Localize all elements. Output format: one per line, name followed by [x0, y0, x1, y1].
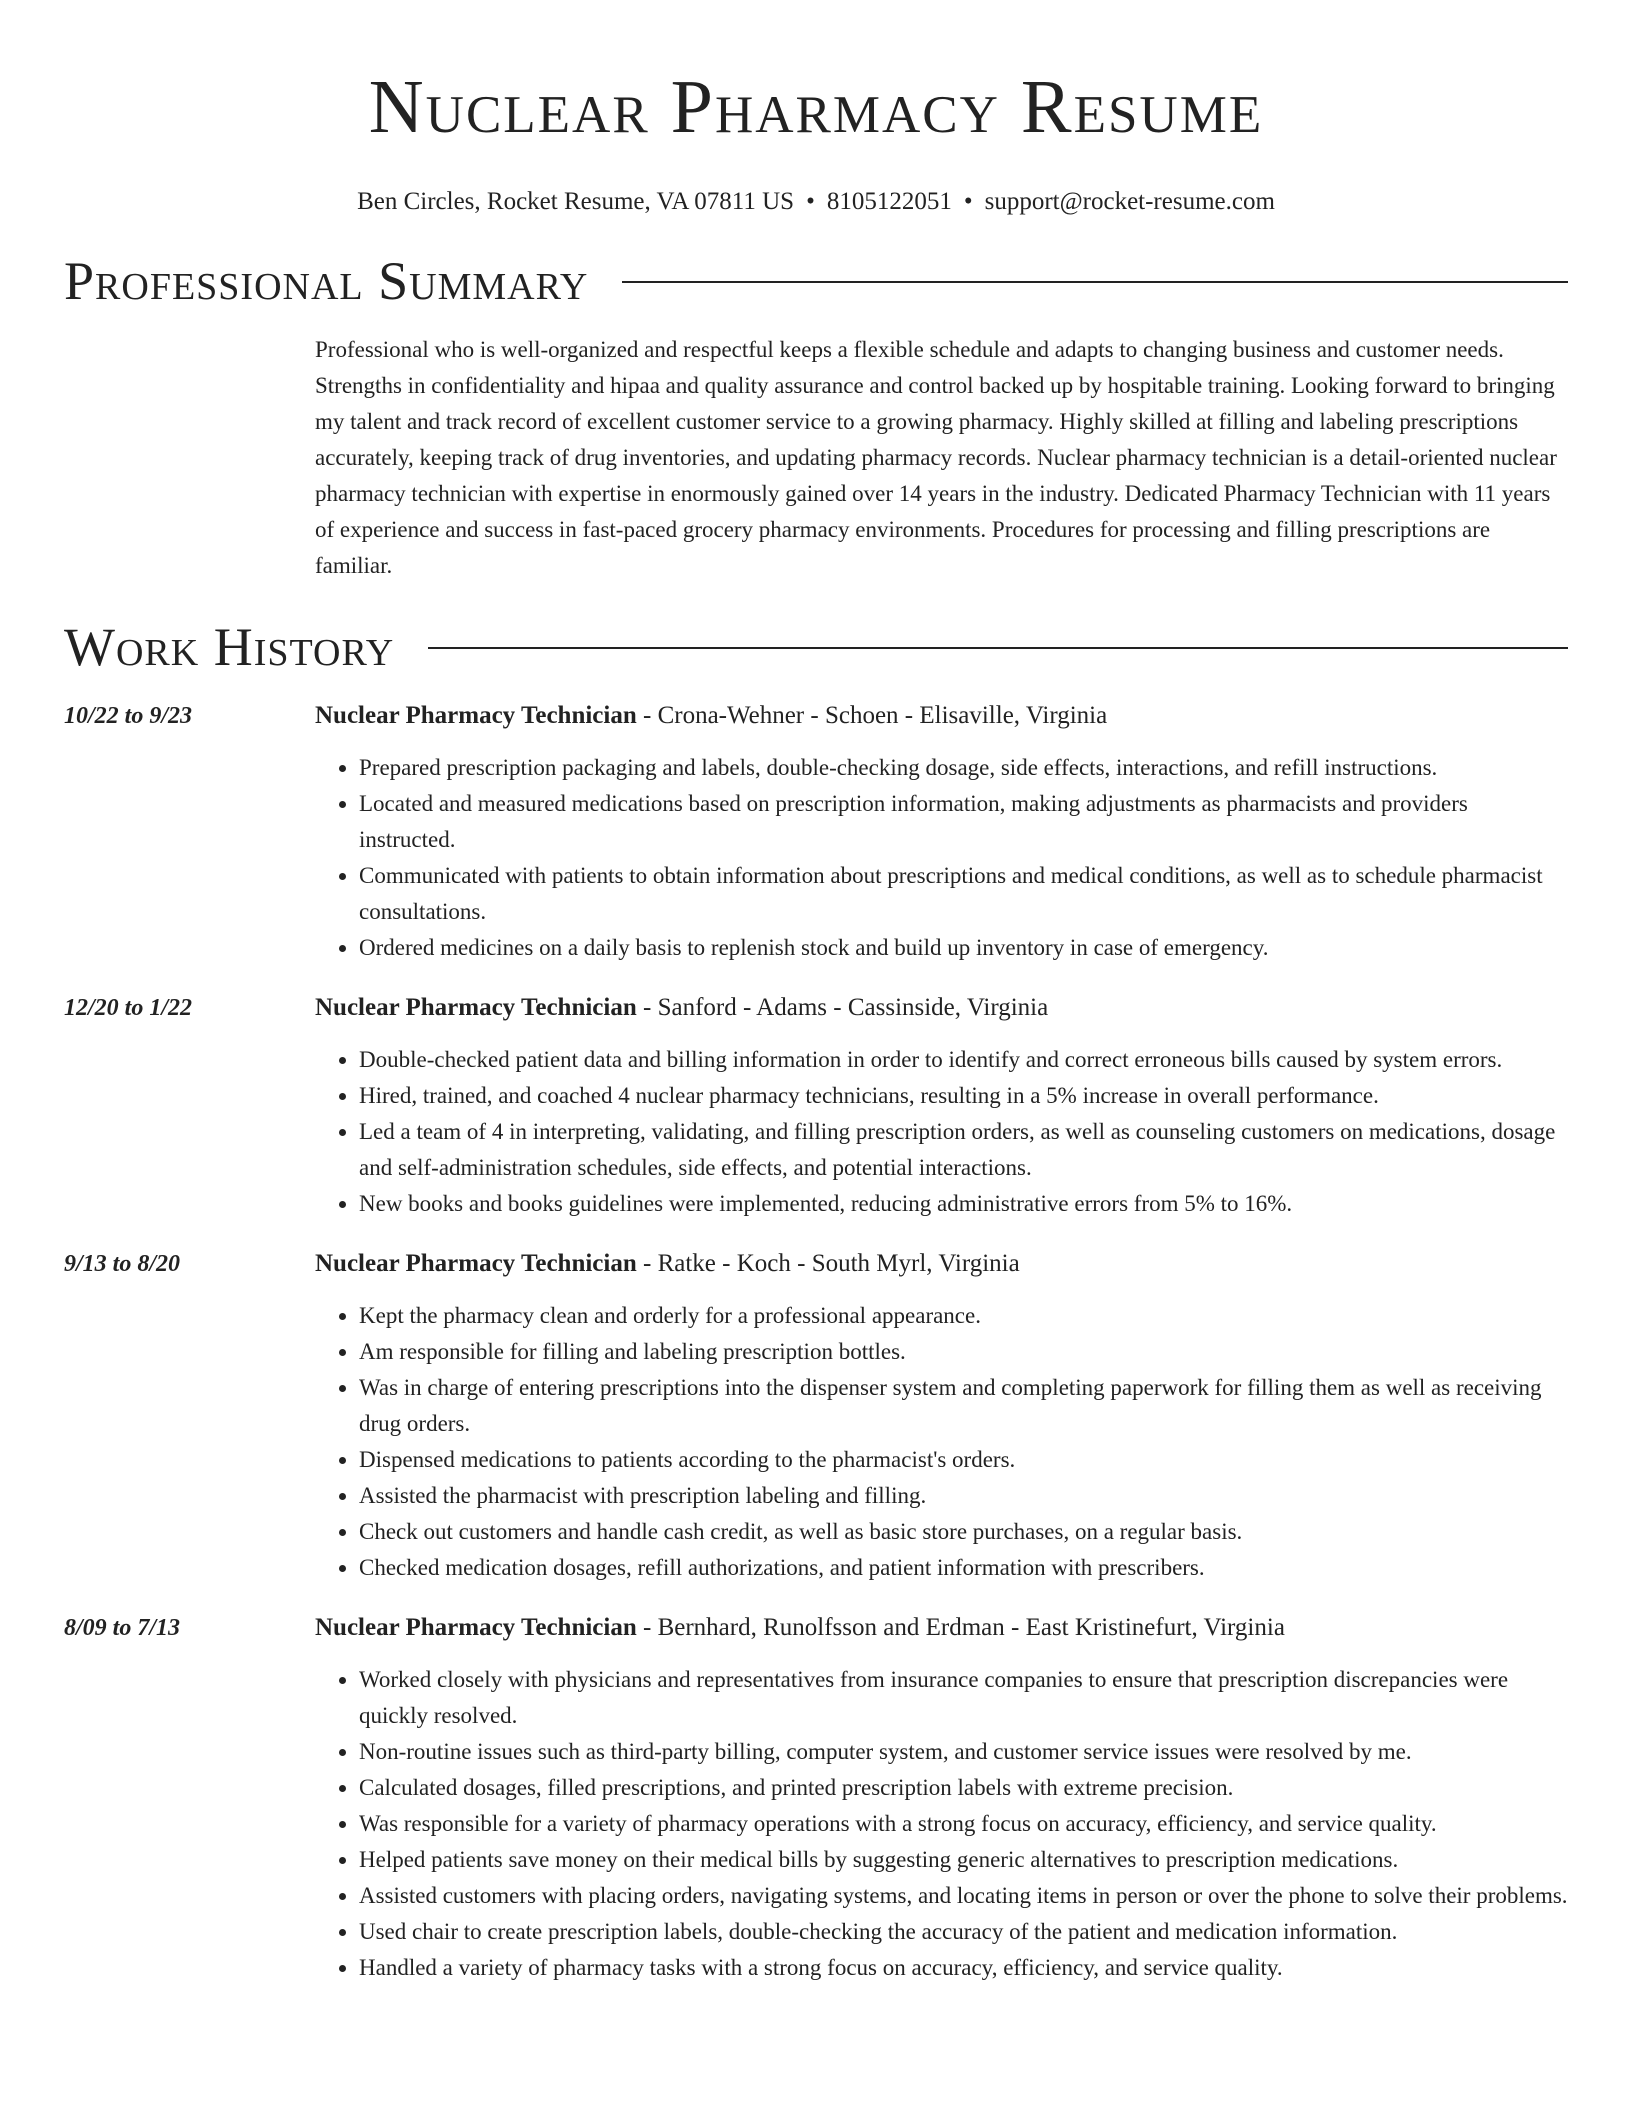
job-body	[315, 1610, 1568, 1986]
job-employer-location: - Crona-Wehner - Schoen - Elisaville, Virginia	[636, 702, 1108, 729]
job-header	[315, 1246, 1568, 1282]
job-bullets	[315, 750, 1568, 966]
summary-text: Professional who is well-organized and respectful keeps a flexible schedule and adapts to changing business and customer needs. Strengths in confidentiality and hipaa and quality assurance and control backed up by hospitable training. Looking forward to bringing my talent and track record of excellent customer service to a growing pharmacy. Highly skilled at filling and labeling prescriptions accurately, keeping track of drug inventories, and updating pharmacy records. Nuclear pharmacy technician is a detail-oriented nuclear pharmacy technician with expertise in enormously gained over 14 years in the industry. Dedicated Pharmacy Technician with 11 years of experience and success in fast-paced grocery pharmacy environments. Procedures for processing and filling prescriptions are familiar.	[315, 337, 1557, 578]
job-body	[315, 1246, 1568, 1586]
job-bullet: • Prepared prescription packaging and labels, double-checking dosage, side effects, interactions, and refill instructions.	[359, 750, 1568, 786]
job-role: Nuclear Pharmacy Technician	[315, 1250, 637, 1277]
job-role: Nuclear Pharmacy Technician	[315, 994, 637, 1021]
job-bullet: • Calculated dosages, filled prescriptions, and printed prescription labels with extreme precision.	[359, 1770, 1568, 1806]
job-employer-location: - Sanford - Adams - Cassinside, Virginia	[636, 994, 1049, 1021]
job-body	[315, 990, 1568, 1222]
contact-separator: •	[806, 188, 815, 215]
work-section-header	[64, 614, 1568, 680]
job-header	[315, 698, 1568, 734]
job-employer-location: - Bernhard, Runolfsson and Erdman - East Kristinefurt, Virginia	[636, 1614, 1285, 1641]
job-bullet: • Handled a variety of pharmacy tasks with a strong focus on accuracy, efficiency, and service quality.	[359, 1950, 1568, 1986]
job-bullet: • Was responsible for a variety of pharmacy operations with a strong focus on accuracy, efficiency, and service quality.	[359, 1806, 1568, 1842]
job-header	[315, 1610, 1568, 1646]
job-bullet: • Worked closely with physicians and representatives from insurance companies to ensure that prescription discrepancies were quickly resolved.	[359, 1662, 1568, 1734]
job-bullet: • Used chair to create prescription labels, double-checking the accuracy of the patient and medication information.	[359, 1914, 1568, 1950]
job-dates: 12/20 to 1/22	[64, 995, 193, 1021]
job-role: Nuclear Pharmacy Technician	[315, 702, 637, 729]
summary-heading: Professional Summary	[64, 251, 589, 311]
job-bullet: • New books and books guidelines were implemented, reducing administrative errors from 5% to 16%.	[359, 1186, 1568, 1222]
job-bullet: • Located and measured medications based on prescription information, making adjustments as pharmacists and providers instructed.	[359, 786, 1568, 858]
job-bullet: • Communicated with patients to obtain information about prescriptions and medical conditions, as well as to schedule pharmacist consultations.	[359, 858, 1568, 930]
job-bullet: • Kept the pharmacy clean and orderly for a professional appearance.	[359, 1298, 1568, 1334]
section-divider	[428, 647, 1568, 649]
job-bullet: • Double-checked patient data and billing information in order to identify and correct erroneous bills caused by system errors.	[359, 1042, 1568, 1078]
work-heading: Work History	[64, 617, 395, 677]
job-bullet: • Was in charge of entering prescriptions into the dispenser system and completing paperwork for filling them as well as receiving drug orders.	[359, 1370, 1568, 1442]
resume-title: Nuclear Pharmacy Resume	[368, 65, 1264, 149]
contact-address: Ben Circles, Rocket Resume, VA 07811 US	[357, 188, 795, 215]
job-role: Nuclear Pharmacy Technician	[315, 1614, 637, 1641]
section-divider	[622, 281, 1568, 283]
work-history-list	[64, 698, 1568, 1986]
job-bullet: • Led a team of 4 in interpreting, validating, and filling prescription orders, as well as counseling customers on medications, dosage and self-administration schedules, side effects, and potential interactions.	[359, 1114, 1568, 1186]
job-entry	[64, 1610, 1568, 1986]
job-entry	[64, 698, 1568, 966]
job-bullets	[315, 1662, 1568, 1986]
job-bullet: • Hired, trained, and coached 4 nuclear pharmacy technicians, resulting in a 5% increase in overall performance.	[359, 1078, 1568, 1114]
job-dates: 10/22 to 9/23	[64, 703, 193, 729]
job-entry	[64, 1246, 1568, 1586]
job-bullet: • Non-routine issues such as third-party billing, computer system, and customer service issues were resolved by me.	[359, 1734, 1568, 1770]
job-header	[315, 990, 1568, 1026]
job-bullets	[315, 1298, 1568, 1586]
contact-email[interactable]: support@rocket-resume.com	[984, 188, 1275, 215]
job-body	[315, 698, 1568, 966]
job-bullet: • Checked medication dosages, refill authorizations, and patient information with prescribers.	[359, 1550, 1568, 1586]
job-bullets	[315, 1042, 1568, 1222]
job-entry	[64, 990, 1568, 1222]
job-bullet: • Assisted the pharmacist with prescription labeling and filling.	[359, 1478, 1568, 1514]
job-dates: 8/09 to 7/13	[64, 1615, 181, 1641]
job-bullet: • Ordered medicines on a daily basis to replenish stock and build up inventory in case of emergency.	[359, 930, 1568, 966]
job-bullet: • Dispensed medications to patients according to the pharmacist's orders.	[359, 1442, 1568, 1478]
job-dates: 9/13 to 8/20	[64, 1251, 181, 1277]
summary-section-header	[64, 248, 1568, 314]
job-bullet: • Helped patients save money on their medical bills by suggesting generic alternatives to prescription medications.	[359, 1842, 1568, 1878]
contact-line	[64, 186, 1568, 218]
job-bullet: • Assisted customers with placing orders, navigating systems, and locating items in person or over the phone to solve their problems.	[359, 1878, 1568, 1914]
contact-phone: 8105122051	[826, 188, 952, 215]
contact-separator: •	[963, 188, 973, 215]
job-bullet: • Am responsible for filling and labeling prescription bottles.	[359, 1334, 1568, 1370]
job-bullet: • Check out customers and handle cash credit, as well as basic store purchases, on a regular basis.	[359, 1514, 1568, 1550]
job-employer-location: - Ratke - Koch - South Myrl, Virginia	[636, 1250, 1020, 1277]
